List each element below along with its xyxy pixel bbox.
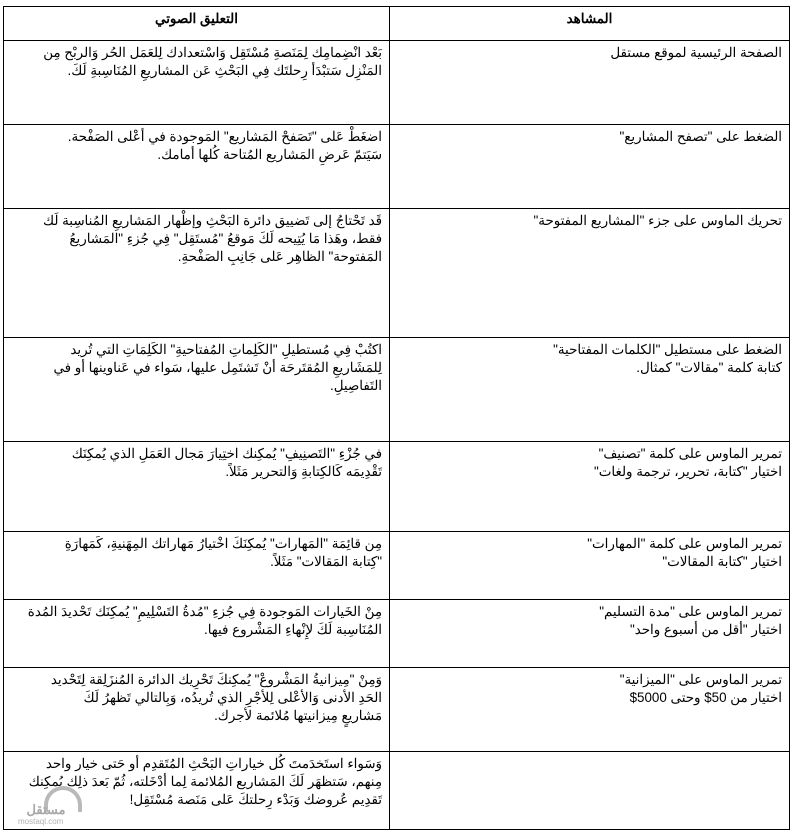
voiceover-cell: [4, 125, 390, 209]
voiceover-cell: [4, 41, 390, 125]
scene-line: تمرير الماوس على "مدة التسليم": [599, 604, 782, 619]
table-row: [4, 668, 790, 752]
voice-line: مَشاريعٍ مِيزانيتها مُلائمة لأجرك.: [214, 708, 382, 723]
voice-line: اضغَطْ عَلى "تَصَفحْ المَشاريع" المَوجودة في أعْلى الصَفْحة.: [67, 129, 382, 144]
watermark-text: مستقل: [26, 802, 66, 817]
scene-cell: [390, 338, 790, 442]
scene-line: تحريك الماوس على جزء "المشاريع المفتوحة": [533, 213, 782, 228]
table-row: [4, 752, 790, 830]
scene-line: الصفحة الرئيسية لموقع مستقل: [610, 45, 782, 60]
scene-line: اختيار "أقل من أسبوع واحد": [629, 622, 782, 637]
scene-line: اختيار "كتابة، تحرير، ترجمة ولغات": [594, 464, 782, 479]
table-header-row: [4, 7, 790, 41]
table-row: [4, 600, 790, 668]
script-table: [3, 6, 790, 830]
voice-line: مِن قائِمَة "المَهارات" يُمكِنَكَ اخْتيارُ مَهاراتك المِهَنيةِ، كَمَهارَةِ: [64, 536, 382, 551]
voiceover-cell: [4, 209, 390, 338]
table-row: [4, 338, 790, 442]
voice-line: اكتُبْ فِي مُستطيلِ "الكَلِماتِ المُفتاحيةِ" الكَلِمَاتِ التي تُريد: [70, 342, 382, 357]
voiceover-cell: [4, 600, 390, 668]
scene-cell: [390, 209, 790, 338]
scene-line: تمرير الماوس على كلمة "المهارات": [587, 536, 782, 551]
voice-line: تَقْدِيمَه كَالكِتابةِ وَالتحرير مَثَلاً.: [225, 464, 382, 479]
voiceover-cell: [4, 338, 390, 442]
scene-line: الضغط على مستطيل "الكلمات المفتاحية": [553, 342, 782, 357]
table-row: [4, 532, 790, 600]
voice-line: في جُزْءِ "التَصنِيفِ" يُمكِنك اختِيارَ مَجال العَمَلِ الذي يُمكِنَك: [71, 446, 382, 461]
scene-cell: [390, 41, 790, 125]
voiceover-cell: [4, 752, 390, 830]
table-row: [4, 209, 790, 338]
scene-cell: [390, 600, 790, 668]
voice-line: قَد تَحْتاجُ إلى تَضييق دائرة البَحْثِ وإظْهار المَشاريعِ المُناسِبة لَك: [43, 213, 382, 228]
voice-line: بَعْد انْضِمامِك لِمَنَصةِ مُسْتَقِل وَاسْتعدادك لِلعَمَل الحُر وَالربْح مِن: [43, 45, 382, 60]
scene-line: اختيار "كتابة المقالات": [662, 554, 782, 569]
voice-line: الحَدِ الأدنى وَالأعْلى لِلأجْرِ الذي تُريدُه، وَبِالتالي تَظهرُ لَكَ: [83, 690, 382, 705]
voice-line: تَقدِيم عُروضك وَبَدْء رِحلتكَ عَلى مَنَصة مُسْتَقِل!: [129, 792, 382, 807]
voice-line: مِنْ الخَيارات المَوجودة فِي جُزءِ "مُدةُ التَسْلِيمِ" يُمكِنَك تَحْديدَ المُدة: [27, 604, 382, 619]
table-row: [4, 442, 790, 532]
voice-line: المَفتوحة" الظاهِر عَلى جَانِبِ الصَفْحةِ.: [177, 249, 382, 264]
voice-line: فقط، وهَذا مَا يُتِيحه لَكَ مَوقعُ "مُستَقِل" فِي جُزءِ "المَشاريعُ: [69, 231, 382, 246]
scene-cell-empty: [390, 752, 790, 830]
scene-cell: [390, 125, 790, 209]
scene-cell: [390, 532, 790, 600]
voice-line: المُنَاسِبة لَكَ لإِنْهاءِ المَشْروع فيها.: [203, 622, 382, 637]
table-row: [4, 125, 790, 209]
scene-cell: [390, 442, 790, 532]
voice-line: لِلمَشَاريعِ المُقتَرحَة أنْ تَشتَمِل عليها، سَواء في عَناوينها أو في: [53, 360, 382, 375]
scene-line: تمرير الماوس على كلمة "تصنيف": [598, 446, 782, 461]
voice-line: مِنهم، سَتظهَر لَكَ المَشاريع المُلائمة لِما أدْخَلته، ثُمّ بَعدَ ذلِك يُمكِنك: [28, 774, 382, 789]
voiceover-cell: [4, 442, 390, 532]
voiceover-cell: [4, 532, 390, 600]
table-row: [4, 41, 790, 125]
voice-line: التَفاصِيلِ.: [330, 378, 382, 393]
voice-line: "كِتابة المَقالات" مَثَلاً.: [270, 554, 382, 569]
scene-line: اختيار من 50$ وحتى 5000$: [629, 690, 782, 705]
watermark-sub: mostaql.com: [18, 817, 64, 826]
header-scenes: المشاهد: [390, 7, 790, 41]
voiceover-cell: [4, 668, 390, 752]
header-voiceover: التعليق الصوتي: [4, 7, 390, 41]
scene-line: الضغط على "تصفح المشاريع": [619, 129, 782, 144]
voice-line: وَسَواء استَخدَمتَ كُل خياراتِ البَحْثِ المُتَقدِم أو حَتى خيار واحد: [45, 756, 382, 771]
voice-line: سَيَتمّ عَرضِ المَشاريع المُتاحة كُلها أمامك.: [157, 147, 382, 162]
scene-line: كتابة كلمة "مقالات" كمثال.: [636, 360, 782, 375]
scene-cell: [390, 668, 790, 752]
voice-line: وَمِنْ "مِيزانيةُ المَشْروعْ" يُمكِنكَ تَحْرِيك الدائرة المُنزَلِقة لِتَحْديد: [50, 672, 382, 687]
voice-line: المَنْزِل سَتبْدَأ رِحلتَك فِي البَحْثِ عَن المشاريعِ المُنَاسِبةِ لَكَ.: [67, 63, 382, 78]
scene-line: تمرير الماوس على "الميزانية": [619, 672, 782, 687]
